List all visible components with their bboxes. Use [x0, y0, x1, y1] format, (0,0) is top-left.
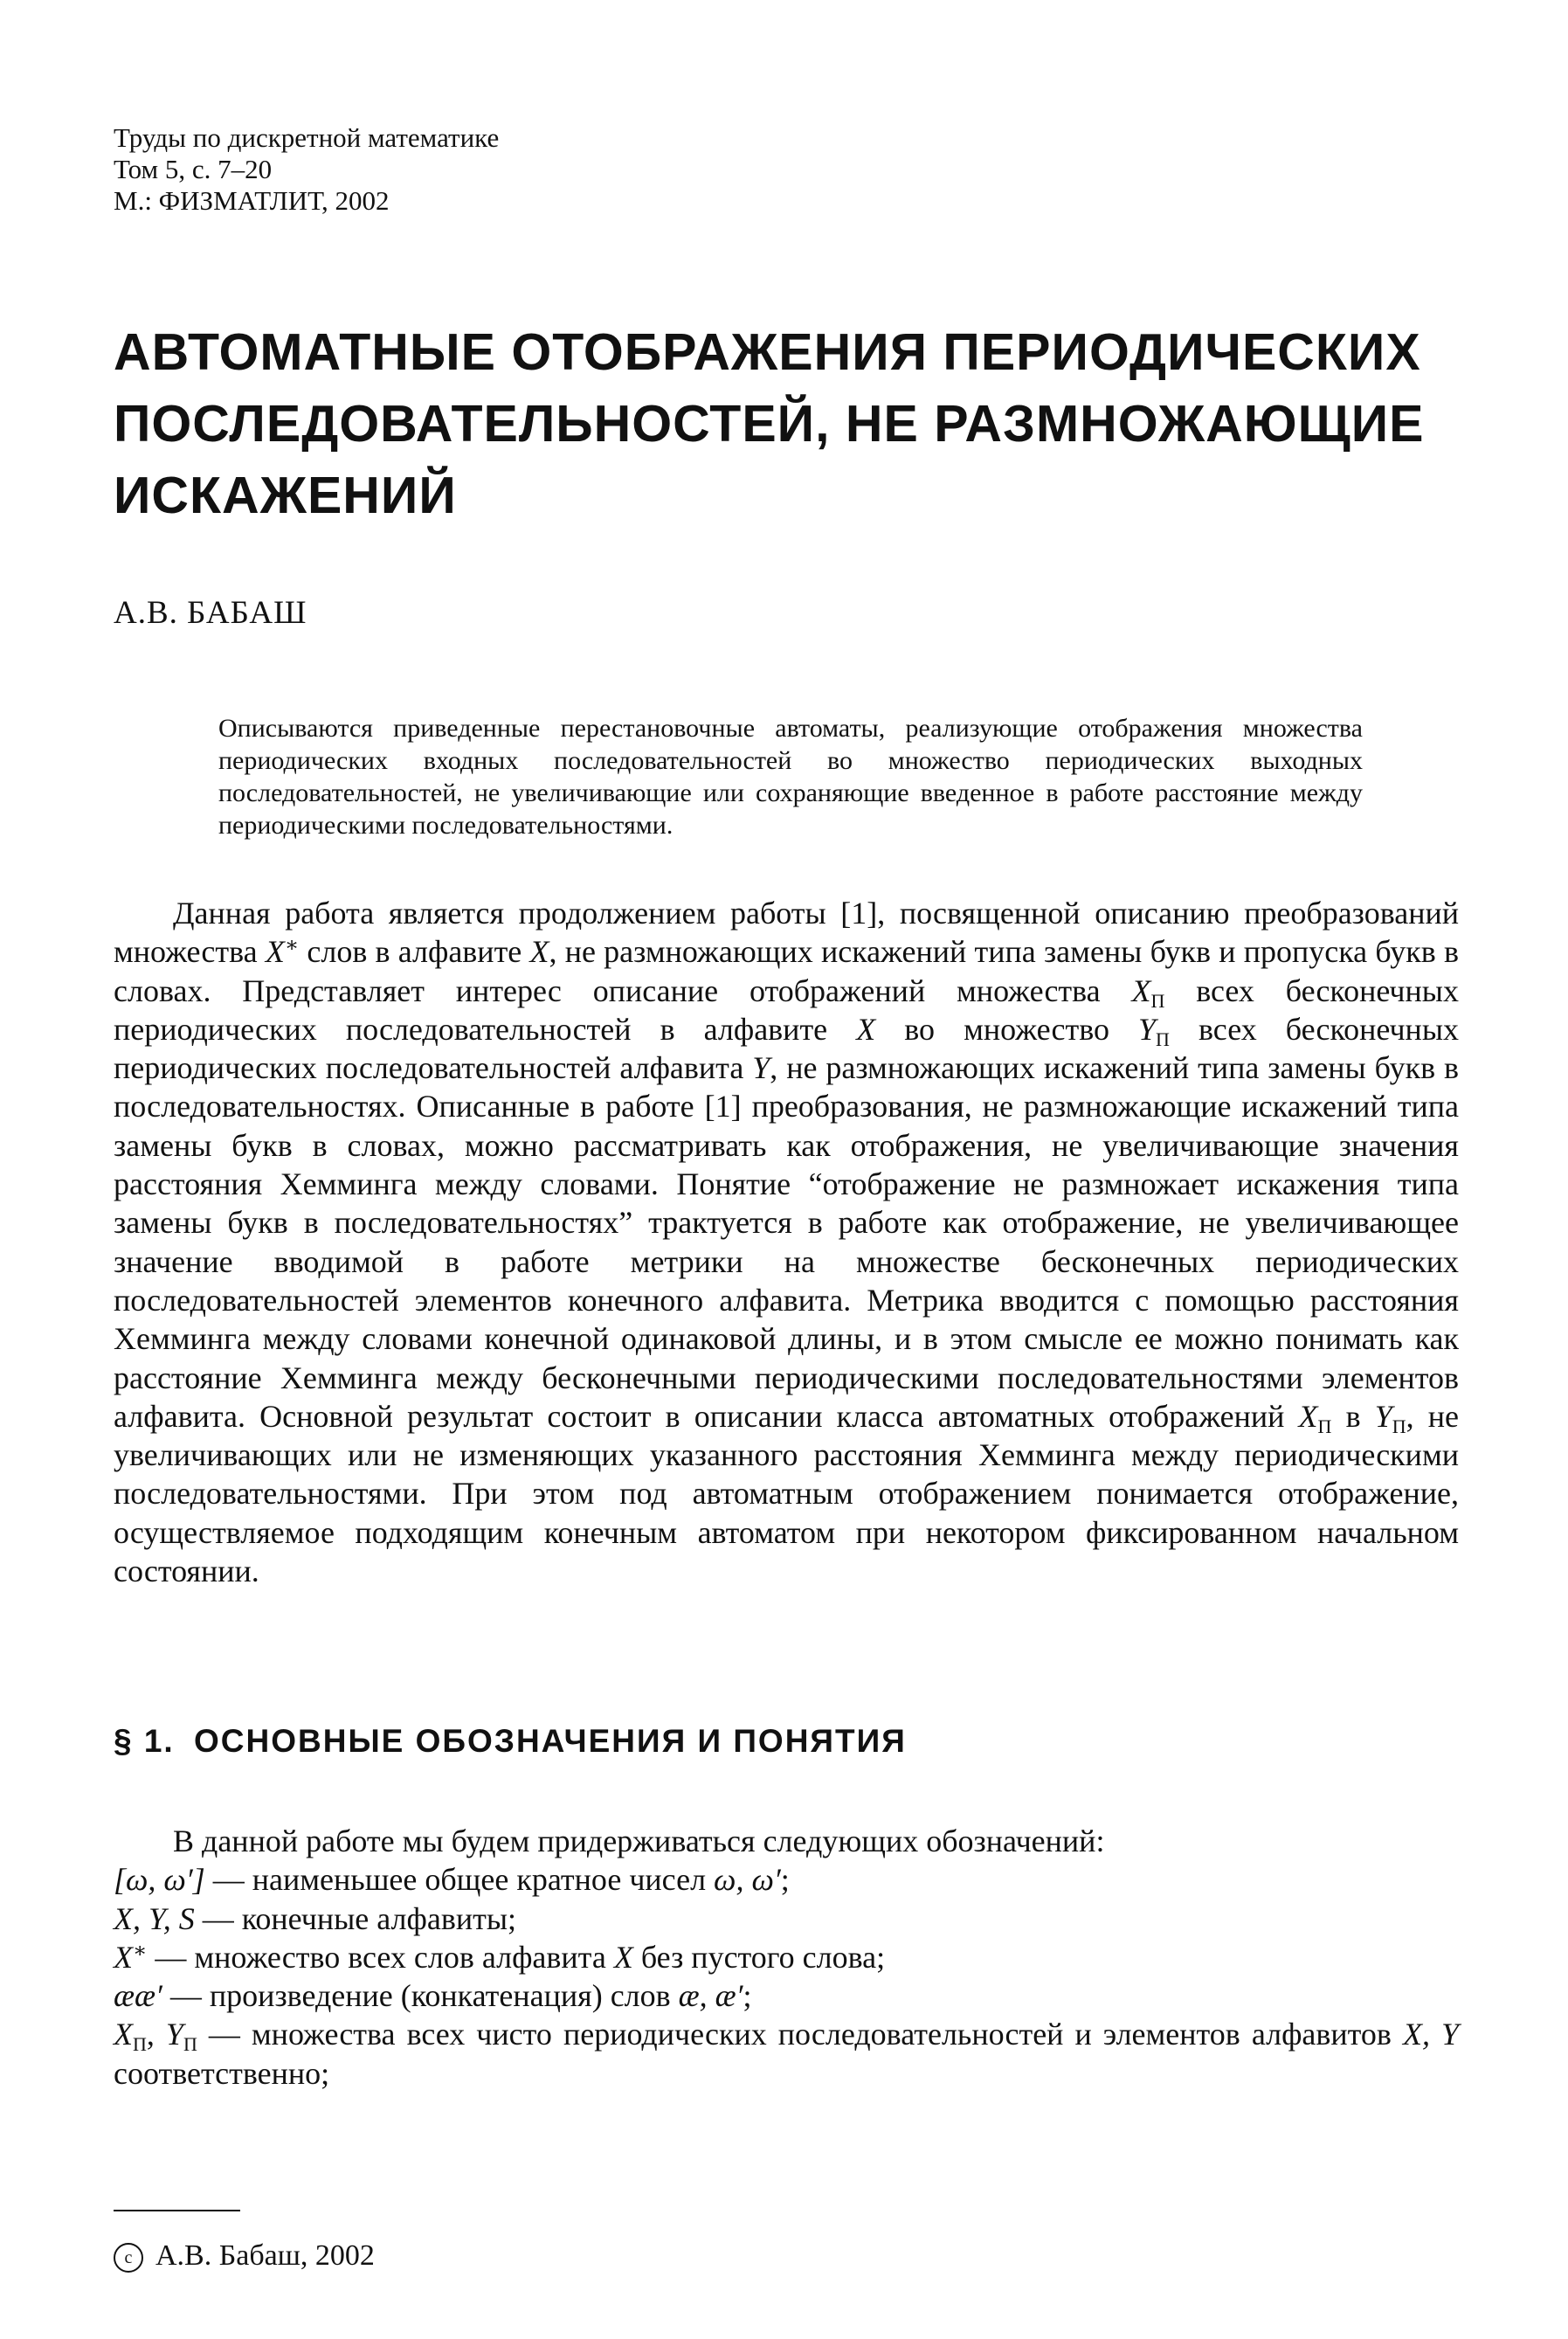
title-line-3: ИСКАЖЕНИЙ: [114, 467, 457, 524]
copyright-footnote: [114, 2239, 375, 2273]
title-line-1: АВТОМАТНЫЕ ОТОБРАЖЕНИЯ ПЕРИОДИЧЕСКИХ: [114, 323, 1421, 381]
notation-words: X∗ — множество всех слов алфавита X без пустого слова;: [114, 1939, 886, 1975]
notation-concat: ææ′ — произведение (конкатенация) слов æ, æ′;: [114, 1978, 752, 2014]
notation-periodic: $X_П$, $Y_П$ — множества всех чисто периодических последовательностей и элементов алфавитов X, Y соответственно;: [114, 2017, 1459, 2091]
notation-list: [114, 1822, 1459, 2093]
footnote-divider: [114, 2210, 240, 2211]
author: А.В. БАБАШ: [114, 595, 307, 631]
paper-title: [114, 316, 1476, 531]
notation-lcm: [ω, ω′] — наименьшее общее кратное чисел ω, ω′;: [114, 1862, 790, 1898]
section-number: § 1.: [114, 1723, 175, 1759]
intro-paragraph: Данная работа является продолжением работы [1], посвященной описанию преобразований множества X∗ слов в алфавите X, не размножающих искажений типа замены букв и пропуска букв в словах. Представляет интерес описание отображений множества $X_П$ всех бесконечных периодических последовательностей в алфавите X во множество $Y_П$ всех бесконечных периодических последовательностей алфавита Y, не размножающих искажений типа замены букв в последовательностях. Описанные в работе [1] преобразования, не размножающие искажений типа замены букв в словах, можно рассматривать как отображения, не увеличивающие значения расстояния Хемминга между словами. Понятие “отображение не размножает искажения типа замены букв в последовательностях” трактуется в работе как отображение, не увеличивающее значение вводимой в работе метрики на множестве бесконечных периодических последовательностей элементов конечного алфавита. Метрика вводится с помощью расстояния Хемминга между словами конечной одинаковой длины, и в этом смысле ее можно понимать как расстояние Хемминга между бесконечными периодическими последовательностями элементов алфавита. Основной результат состоит в описании класса автоматных отображений $X_П$ в $Y_П$, не увеличивающих или не изменяющих указанного расстояния Хемминга между периодическими последовательностями. При этом под автоматным отображением понимается отображение, осуществляемое подходящим конечным автоматом при некотором фиксированном начальном состоянии.: [114, 896, 1460, 1589]
publisher: М.: ФИЗМАТЛИТ, 2002: [114, 185, 390, 216]
abstract: Описываются приведенные перестановочные автоматы, реализующие отображения множества периодических входных последовательностей во множество периодических выходных последовательностей, не увеличивающие или сохраняющие введенное в работе расстояние между периодическими последовательностями.: [218, 714, 1363, 840]
title-line-2: ПОСЛЕДОВАТЕЛЬНОСТЕЙ, НЕ РАЗМНОЖАЮЩИЕ: [114, 395, 1425, 453]
notation-intro: В данной работе мы будем придерживаться следующих обозначений:: [173, 1823, 1105, 1858]
section-title: ОСНОВНЫЕ ОБОЗНАЧЕНИЯ И ПОНЯТИЯ: [194, 1723, 907, 1759]
copyright-text: А.В. Бабаш, 2002: [155, 2239, 375, 2272]
section-heading: [114, 1723, 907, 1760]
journal-name: Труды по дискретной математике: [114, 122, 500, 153]
journal-header: [114, 122, 499, 217]
copyright-icon: c: [114, 2243, 143, 2273]
volume-pages: Том 5, с. 7–20: [114, 154, 273, 184]
notation-alphabets: X, Y, S — конечные алфавиты;: [114, 1900, 517, 1936]
